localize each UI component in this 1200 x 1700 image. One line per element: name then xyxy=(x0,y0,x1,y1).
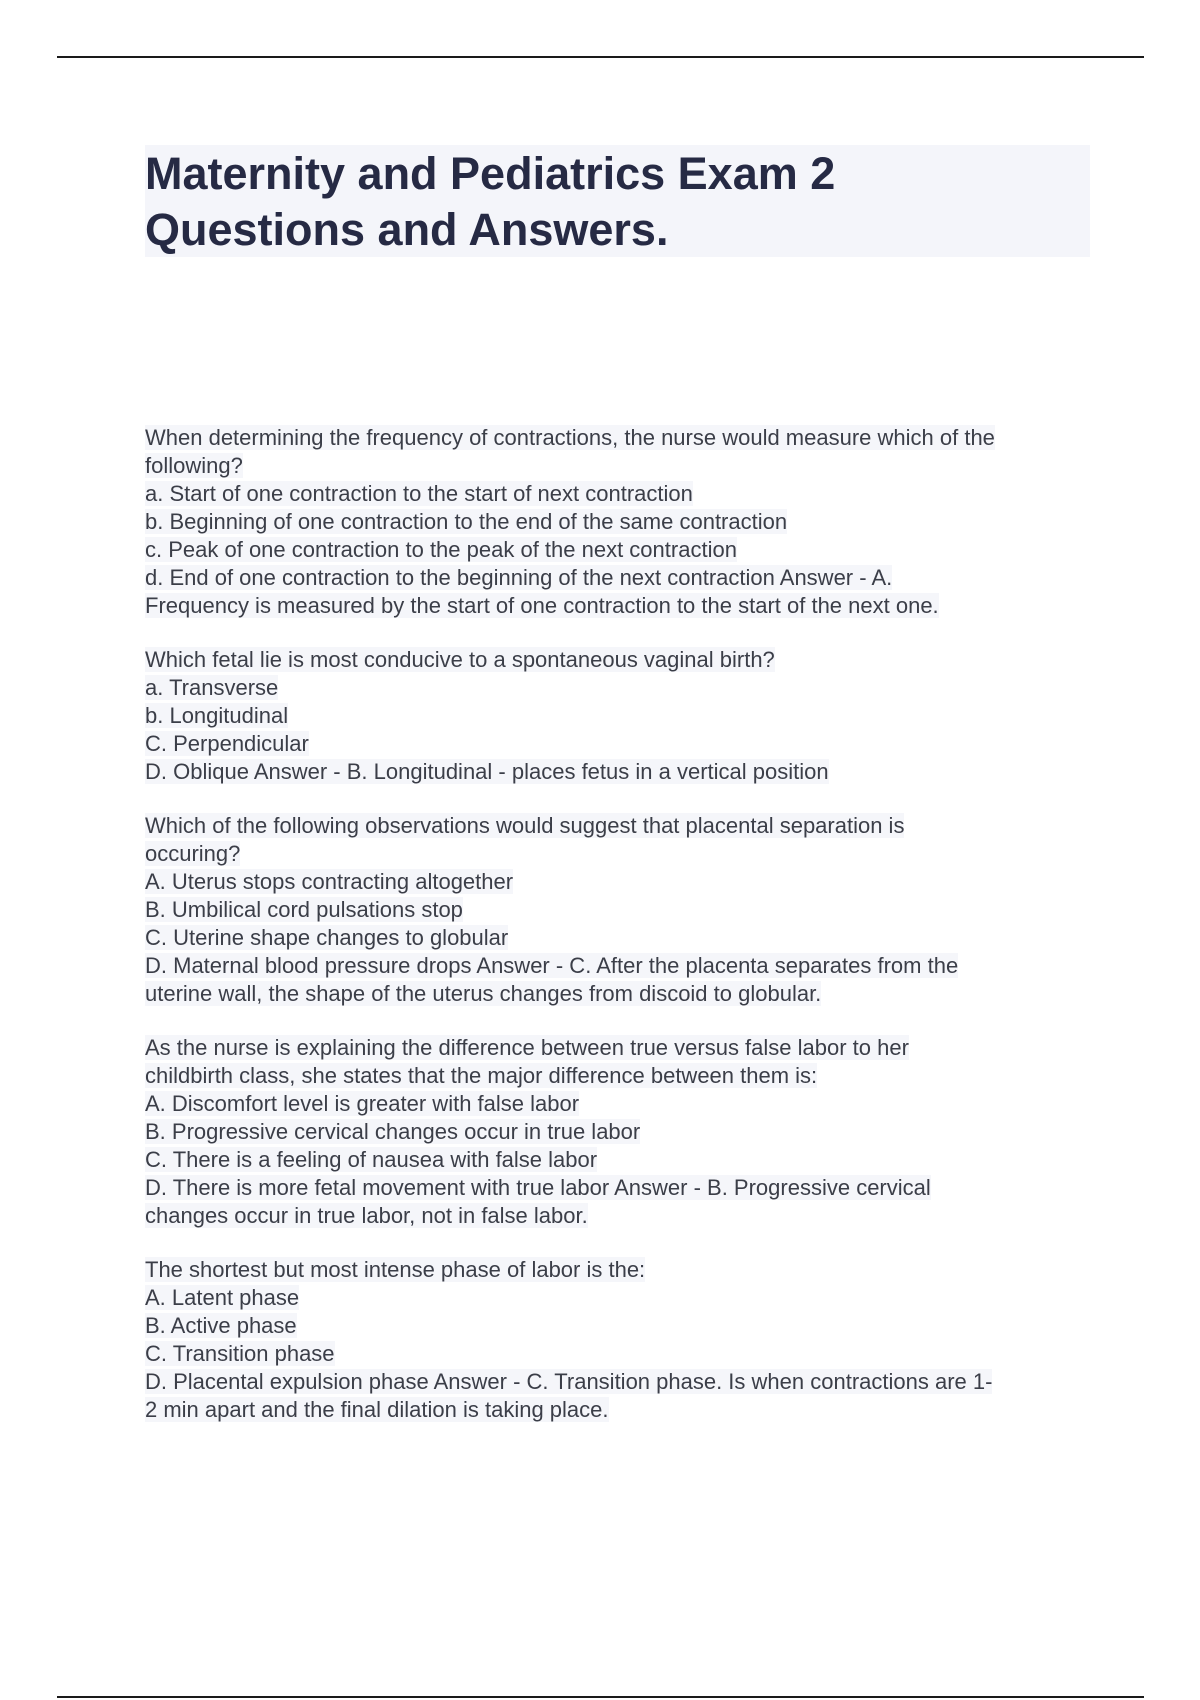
question-line xyxy=(145,1368,1090,1396)
question-line xyxy=(145,508,1090,536)
question-line xyxy=(145,674,1090,702)
question-line xyxy=(145,702,1090,730)
question-line xyxy=(145,952,1090,980)
question-text xyxy=(145,646,1090,674)
line-text: 2 min apart and the final dilation is taking place. xyxy=(145,1397,609,1422)
question-line xyxy=(145,1146,1090,1174)
question-line xyxy=(145,1062,1090,1090)
question-block xyxy=(145,812,1090,1008)
line-text: Which fetal lie is most conducive to a spontaneous vaginal birth? xyxy=(145,647,775,672)
line-text: B. Active phase xyxy=(145,1313,297,1338)
question-line xyxy=(145,564,1090,592)
line-text: As the nurse is explaining the difference between true versus false labor to her xyxy=(145,1035,909,1060)
question-line xyxy=(145,1118,1090,1146)
question-line xyxy=(145,592,1090,620)
question-line xyxy=(145,1396,1090,1424)
question-line xyxy=(145,1090,1090,1118)
question-line xyxy=(145,758,1090,786)
line-text: D. Maternal blood pressure drops Answer - C. After the placenta separates from the xyxy=(145,953,959,978)
line-text: changes occur in true labor, not in false labor. xyxy=(145,1203,588,1228)
question-line xyxy=(145,1202,1090,1230)
line-text: d. End of one contraction to the beginning of the next contraction Answer - A. xyxy=(145,565,893,590)
question-block xyxy=(145,646,1090,786)
question-line xyxy=(145,1340,1090,1368)
line-text: D. Oblique Answer - B. Longitudinal - places fetus in a vertical position xyxy=(145,759,829,784)
line-text: a. Transverse xyxy=(145,675,279,700)
line-text: a. Start of one contraction to the start of next contraction xyxy=(145,481,693,506)
line-text: childbirth class, she states that the major difference between them is: xyxy=(145,1063,818,1088)
line-text: b. Longitudinal xyxy=(145,703,289,728)
line-text: The shortest but most intense phase of labor is the: xyxy=(145,1257,646,1282)
line-text: b. Beginning of one contraction to the end of the same contraction xyxy=(145,509,788,534)
question-line xyxy=(145,452,1090,480)
question-line xyxy=(145,730,1090,758)
page-title xyxy=(145,146,1090,258)
line-text: B. Progressive cervical changes occur in true labor xyxy=(145,1119,641,1144)
question-text xyxy=(145,424,1090,452)
line-text: Which of the following observations would suggest that placental separation is xyxy=(145,813,905,838)
question-line xyxy=(145,840,1090,868)
question-text xyxy=(145,812,1090,840)
line-text: C. Perpendicular xyxy=(145,731,309,756)
question-line xyxy=(145,480,1090,508)
question-line xyxy=(145,980,1090,1008)
line-text: A. Discomfort level is greater with false labor xyxy=(145,1091,580,1116)
question-list xyxy=(145,424,1090,1450)
question-block xyxy=(145,1256,1090,1424)
title-line-2: Questions and Answers. xyxy=(145,204,669,255)
title-line-1: Maternity and Pediatrics Exam 2 xyxy=(145,148,836,199)
line-text: occuring? xyxy=(145,841,241,866)
question-block xyxy=(145,1034,1090,1230)
line-text: B. Umbilical cord pulsations stop xyxy=(145,897,463,922)
line-text: following? xyxy=(145,453,243,478)
question-line xyxy=(145,536,1090,564)
question-block xyxy=(145,424,1090,620)
line-text: Frequency is measured by the start of one contraction to the start of the next one. xyxy=(145,593,939,618)
question-text xyxy=(145,1034,1090,1062)
line-text: D. There is more fetal movement with true labor Answer - B. Progressive cervical xyxy=(145,1175,931,1200)
line-text: A. Latent phase xyxy=(145,1285,300,1310)
bottom-divider xyxy=(57,1696,1144,1698)
question-line xyxy=(145,1174,1090,1202)
question-line xyxy=(145,896,1090,924)
line-text: c. Peak of one contraction to the peak of the next contraction xyxy=(145,537,737,562)
question-line xyxy=(145,924,1090,952)
line-text: When determining the frequency of contractions, the nurse would measure which of the xyxy=(145,425,995,450)
question-line xyxy=(145,868,1090,896)
question-line xyxy=(145,1312,1090,1340)
question-text xyxy=(145,1256,1090,1284)
question-line xyxy=(145,1284,1090,1312)
line-text: A. Uterus stops contracting altogether xyxy=(145,869,514,894)
line-text: C. Transition phase xyxy=(145,1341,335,1366)
line-text: C. Uterine shape changes to globular xyxy=(145,925,509,950)
top-divider xyxy=(57,56,1144,58)
line-text: uterine wall, the shape of the uterus changes from discoid to globular. xyxy=(145,981,822,1006)
line-text: C. There is a feeling of nausea with false labor xyxy=(145,1147,598,1172)
line-text: D. Placental expulsion phase Answer - C. Transition phase. Is when contractions are 1- xyxy=(145,1369,993,1394)
